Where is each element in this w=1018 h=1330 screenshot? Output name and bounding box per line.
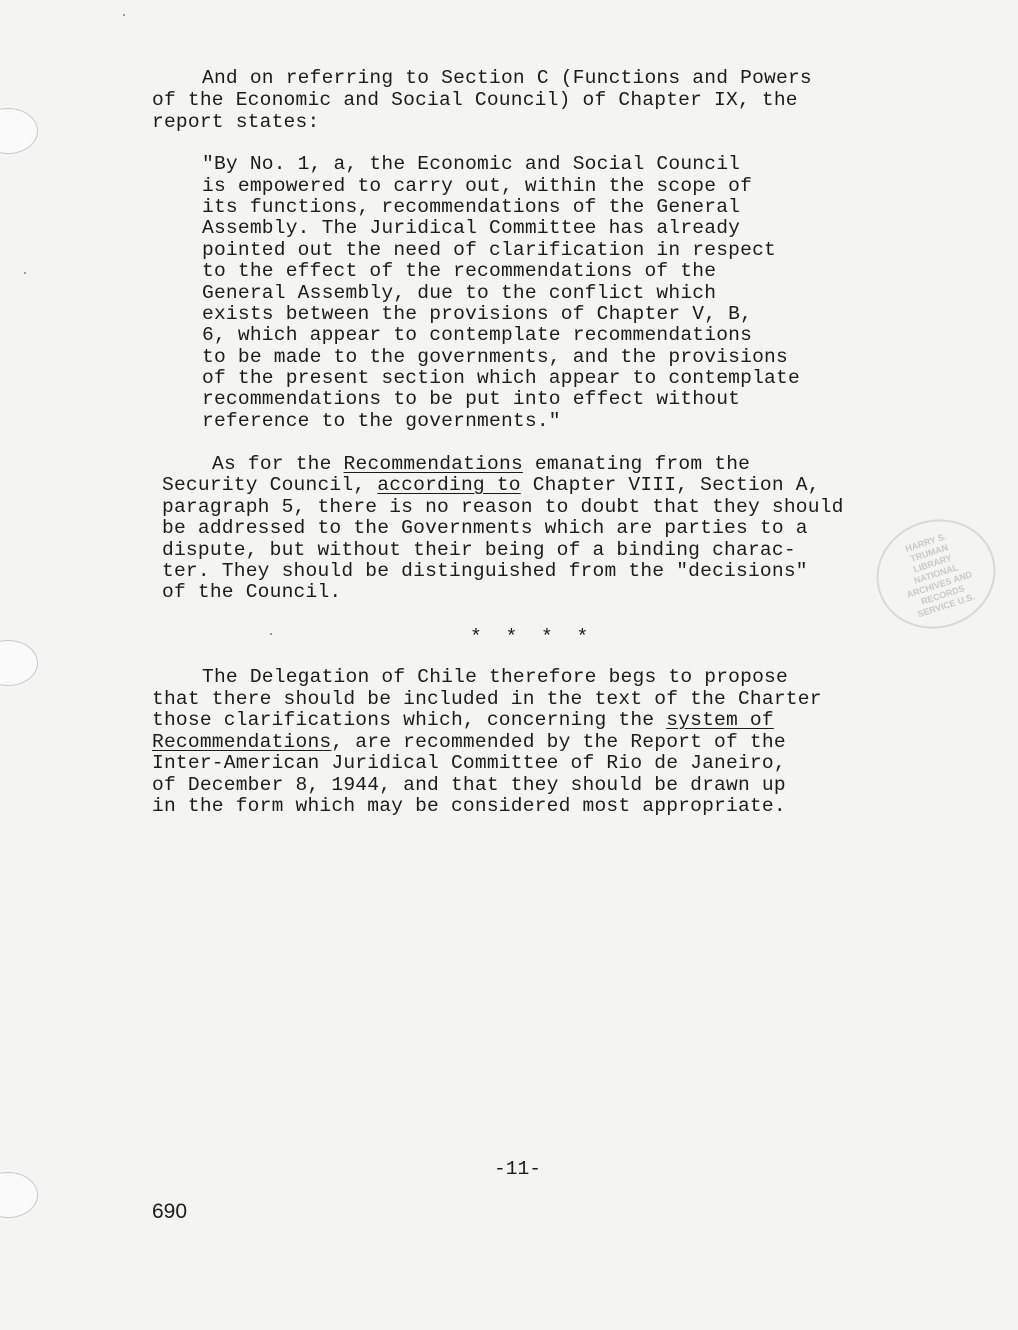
- paragraph-1-line: report states:: [152, 111, 320, 133]
- text: , are recommended by the Report of the: [331, 731, 786, 753]
- quote-line: pointed out the need of clarification in respect: [202, 239, 776, 261]
- quote-line: to the effect of the recommendations of the: [202, 260, 717, 282]
- quote-line: reference to the governments.": [202, 410, 561, 432]
- text: Chapter VIII, Section A,: [520, 474, 820, 496]
- stamp-text: HARRY S. TRUMAN LIBRARY NATIONAL ARCHIVES AND RECORDS SERVICE U.S.: [903, 530, 976, 619]
- scan-mark: [123, 14, 125, 16]
- underlined-text: Recommendations: [343, 453, 523, 475]
- underlined-text: Recommendations: [152, 731, 332, 753]
- scan-mark: [24, 272, 26, 274]
- punch-hole-bottom: [0, 1172, 38, 1218]
- quote-line: recommendations to be put into effect without: [202, 388, 741, 410]
- paragraph-2-line: ter. They should be distinguished from the "decisions": [162, 560, 808, 582]
- scan-mark: [270, 633, 272, 635]
- paragraph-3-line: The Delegation of Chile therefore begs to propose: [202, 666, 788, 688]
- page-number: -11-: [494, 1158, 542, 1180]
- paragraph-3-line: Inter-American Juridical Committee of Rio de Janeiro,: [152, 752, 786, 774]
- paragraph-2-line: [212, 454, 750, 476]
- quote-line: exists between the provisions of Chapter V, B,: [202, 303, 753, 325]
- punch-hole-top: [0, 108, 38, 154]
- document-number: 690: [152, 1200, 188, 1223]
- paragraph-2-line: be addressed to the Governments which are parties to a: [162, 517, 808, 539]
- quote-line: is empowered to carry out, within the scope of: [202, 175, 753, 197]
- paragraph-3-line: [152, 710, 774, 732]
- paragraph-1-line: of the Economic and Social Council) of Chapter IX, the: [152, 89, 798, 111]
- text: As for the: [212, 453, 344, 475]
- paragraph-2-line: of the Council.: [162, 581, 342, 603]
- archive-stamp: [862, 504, 1010, 644]
- punch-hole-middle: [0, 640, 38, 686]
- section-separator: * * * *: [470, 626, 595, 648]
- paragraph-3-line: that there should be included in the text of the Charter: [152, 688, 822, 710]
- quote-line: 6, which appear to contemplate recommendations: [202, 324, 753, 346]
- paragraph-3-line: in the form which may be considered most appropriate.: [152, 795, 786, 817]
- text: emanating from the: [522, 453, 751, 475]
- paragraph-3-line: [152, 732, 786, 754]
- paragraph-2-line: dispute, but without their being of a binding charac-: [162, 539, 796, 561]
- text: Security Council,: [162, 474, 378, 496]
- underlined-text: according to: [377, 474, 521, 496]
- paragraph-3-line: of December 8, 1944, and that they should be drawn up: [152, 774, 786, 796]
- quote-line: Assembly. The Juridical Committee has already: [202, 217, 741, 239]
- quote-line: General Assembly, due to the conflict which: [202, 282, 717, 304]
- quote-line: of the present section which appear to contemplate: [202, 367, 800, 389]
- quote-line: its functions, recommendations of the General: [202, 196, 741, 218]
- paragraph-2-line: paragraph 5, there is no reason to doubt that they should: [162, 496, 844, 518]
- paragraph-1-line: And on referring to Section C (Functions and Powers: [202, 67, 812, 89]
- quote-line: "By No. 1, a, the Economic and Social Council: [202, 153, 741, 175]
- quote-line: to be made to the governments, and the provisions: [202, 346, 788, 368]
- text: those clarifications which, concerning the: [152, 709, 667, 731]
- underlined-text: system of: [666, 709, 774, 731]
- paragraph-2-line: [162, 475, 820, 497]
